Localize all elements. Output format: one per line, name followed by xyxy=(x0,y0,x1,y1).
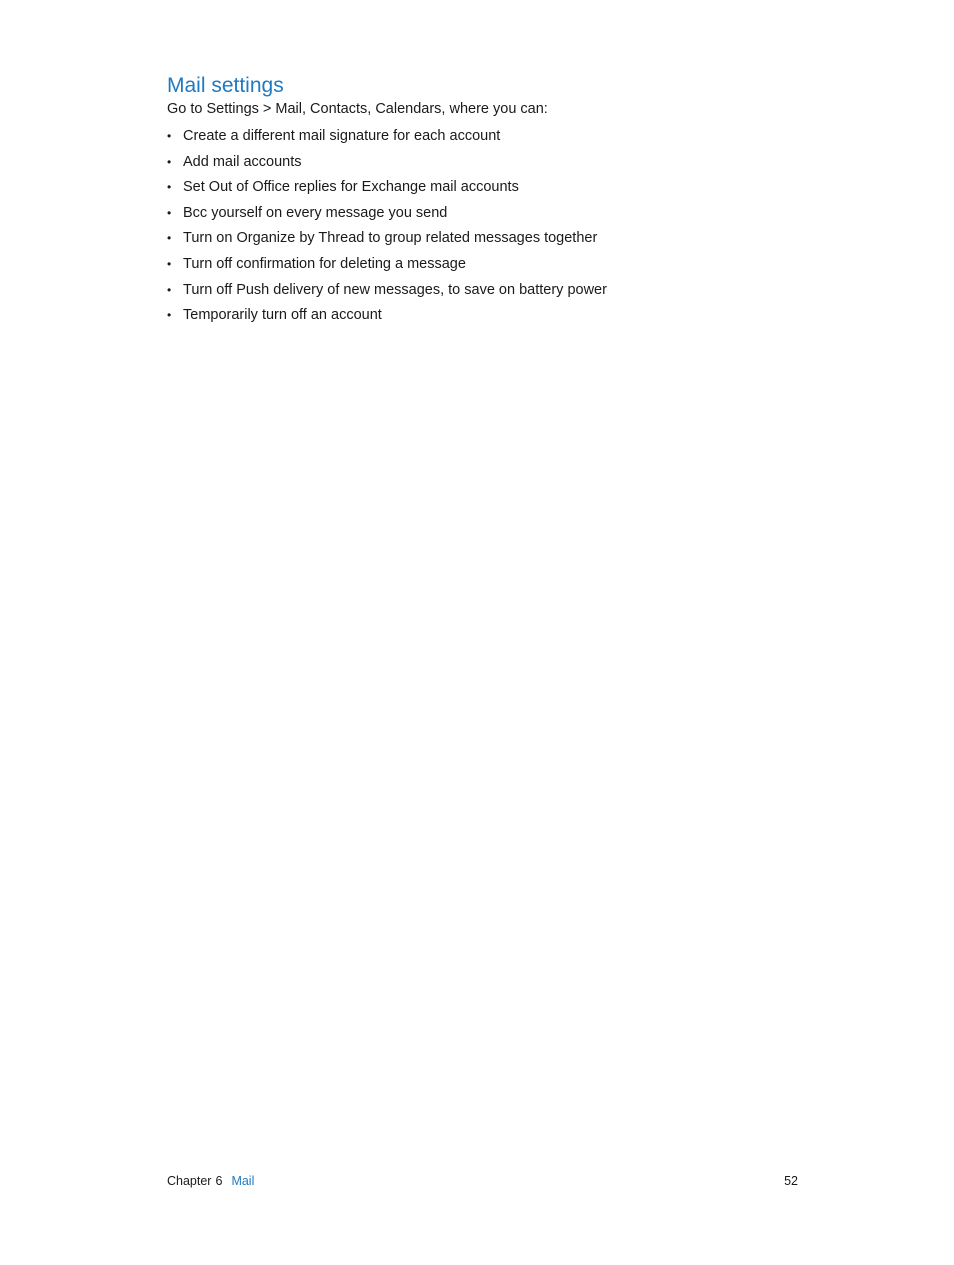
list-item xyxy=(167,152,607,178)
list-item-text: Set Out of Office replies for Exchange mail accounts xyxy=(183,179,519,196)
list-item xyxy=(167,280,607,306)
page-number: 52 xyxy=(784,1174,798,1188)
bullet-icon: • xyxy=(167,256,172,271)
intro-paragraph: Go to Settings > Mail, Contacts, Calendars, where you can: xyxy=(167,101,548,117)
list-item-text: Turn off Push delivery of new messages, to save on battery power xyxy=(183,281,607,298)
bullet-icon: • xyxy=(167,205,172,220)
list-item-text: Turn off confirmation for deleting a message xyxy=(183,255,466,272)
list-item xyxy=(167,305,607,331)
section-title: Mail settings xyxy=(167,74,284,97)
bullet-icon: • xyxy=(167,282,172,297)
bullet-icon: • xyxy=(167,129,172,143)
list-item xyxy=(167,126,607,152)
list-item xyxy=(167,228,607,254)
chapter-number: 6 xyxy=(215,1174,223,1188)
list-item xyxy=(167,203,607,229)
list-item-text: Bcc yourself on every message you send xyxy=(183,204,448,221)
bullet-icon: • xyxy=(167,231,172,246)
list-item-text: Add mail accounts xyxy=(183,153,302,170)
chapter-name-link[interactable]: Mail xyxy=(231,1174,255,1188)
settings-bullet-list xyxy=(167,126,607,331)
list-item xyxy=(167,177,607,203)
bullet-icon: • xyxy=(167,180,172,195)
page-footer xyxy=(167,1173,798,1189)
bullet-icon: • xyxy=(167,154,172,169)
list-item-text: Create a different mail signature for each account xyxy=(183,128,501,144)
list-item xyxy=(167,254,607,280)
bullet-icon: • xyxy=(167,308,172,323)
list-item-text: Temporarily turn off an account xyxy=(183,307,382,324)
chapter-label: Chapter xyxy=(167,1174,212,1188)
list-item-text: Turn on Organize by Thread to group related messages together xyxy=(183,230,598,247)
